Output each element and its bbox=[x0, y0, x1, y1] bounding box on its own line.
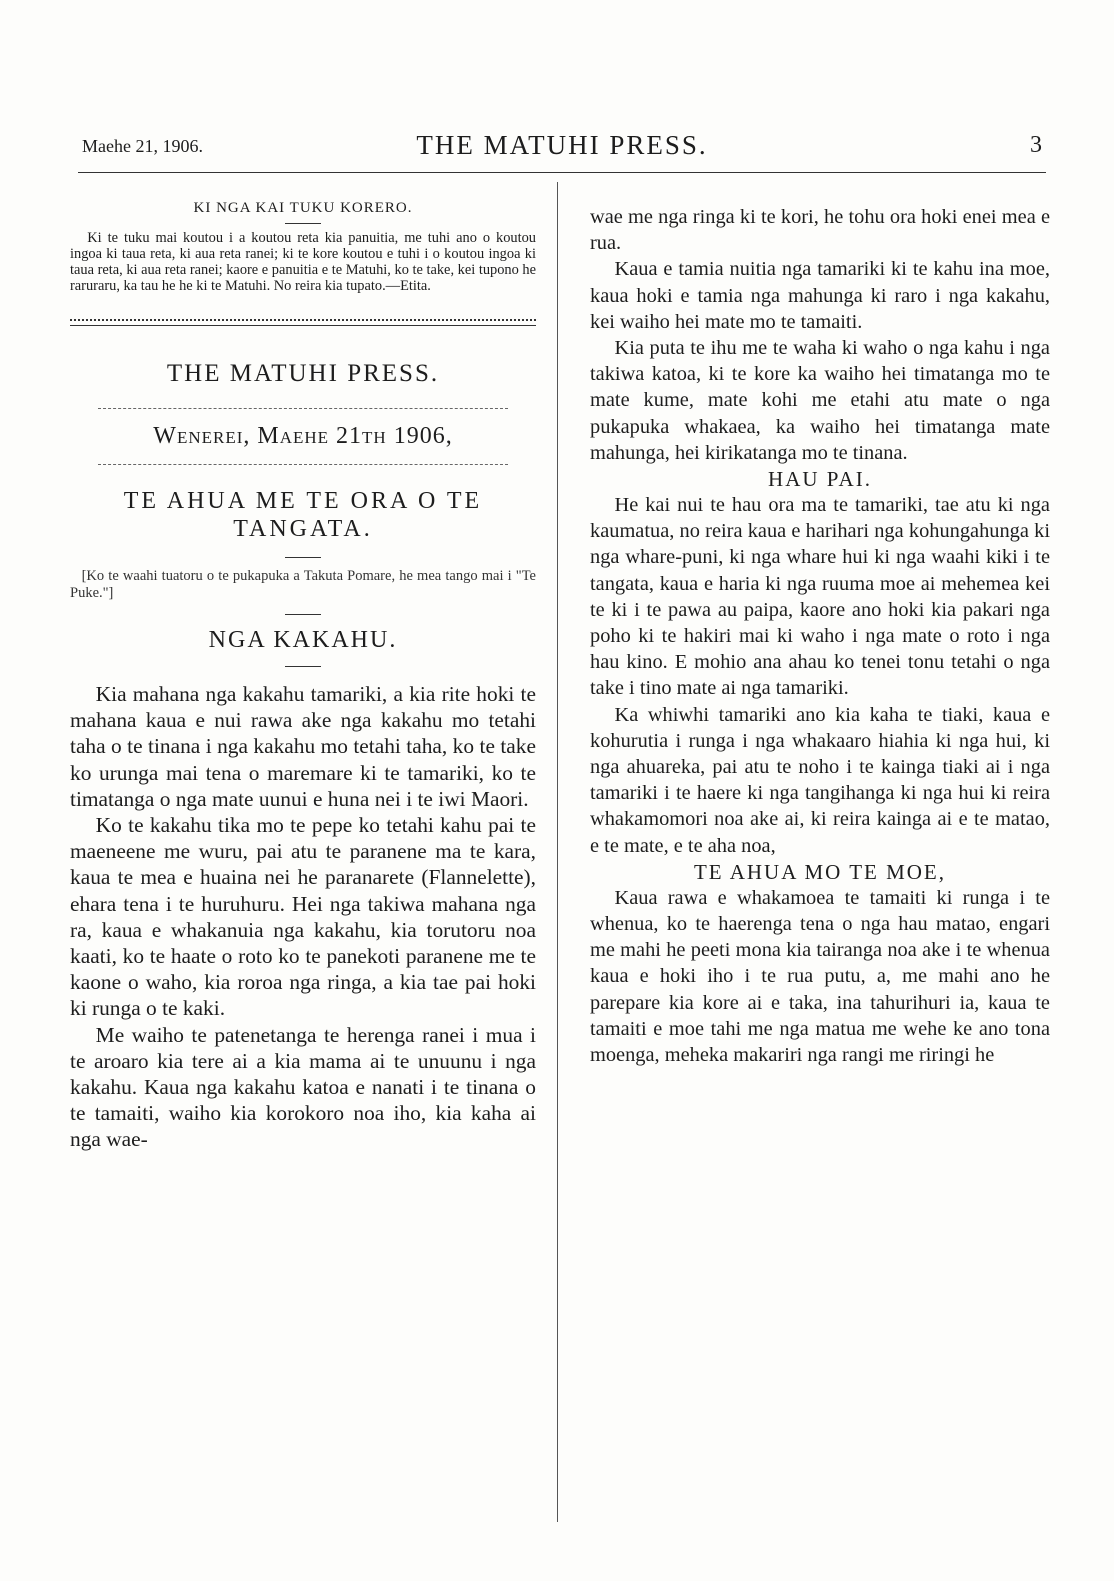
short-rule bbox=[285, 614, 321, 615]
paragraph: Me waiho te patenetanga te herenga ranei i mua i te aroaro kia tere ai a kia mama ai te unuunu i nga kakahu. Kaua nga kakahu katoa e nanati i te tinana o te tamaiti, waiho kia korokoro noa iho, kia kaha ai nga wae- bbox=[70, 1022, 536, 1152]
right-body bbox=[590, 204, 1050, 1068]
masthead-date: Wenerei, Maehe 21th 1906, bbox=[153, 423, 453, 449]
running-head bbox=[82, 130, 1042, 164]
section-heading-fresh-air: HAU PAI. bbox=[768, 467, 872, 492]
page-number: 3 bbox=[1030, 132, 1042, 158]
left-column bbox=[70, 200, 536, 1153]
dashed-rule bbox=[98, 408, 508, 409]
section-heading-clothing: NGA KAKAHU. bbox=[208, 627, 398, 653]
header-date: Maehe 21, 1906. bbox=[82, 136, 203, 156]
notice-heading: KI NGA KAI TUKU KORERO. bbox=[193, 200, 413, 216]
header-rule bbox=[78, 172, 1046, 173]
paragraph: Kaua e tamia nuitia nga tamariki ki te kahu ina moe, kaua hoki e tamia nga mahunga ki raro i nga kakahu, kei waiho hei mate mo te tamaiti. bbox=[590, 258, 1050, 333]
notice-body: Ki te tuku mai koutou i a koutou reta kia panuitia, me tuhi ano o koutou ingoa ki taua reta, ki aua reta ranei; ki te kore koutou e tuhi i o koutou ingoa ki taua reta, ki aua reta ranei; kaore e panuitia e te Matuhi, ko te take, kei tupono he raruraru, ka tau he he ki te Matuhi. No reira kia tupato.—Etita. bbox=[70, 230, 536, 294]
short-rule bbox=[285, 557, 321, 558]
paragraph: He kai nui te hau ora ma te tamariki, tae atu ki nga kaumatua, no reira kaua e harihari nga kohungahunga ki nga whare-puni, ki nga whare hui ki nga waahi kiki i te tangata, kaua e haria ki nga ruuma moe ai mehemea kei te ki i te pawa au paipa, kaore ano hoki kia pakari nga poho ki te hakiri mai ki waho i nga mate o roto i nga hau kino. E mohio ana ahau ko tenei tonu tetahi o nga take i tino mate ai nga tamariki. bbox=[590, 494, 1050, 700]
dashed-rule bbox=[98, 464, 508, 465]
paragraph: Ka whiwhi tamariki ano kia kaha te tiaki, kaua e kohurutia i runga i nga whakaaro hiahia ki nga hui, ki nga ahuareka, pai atu te noho i te kainga tiaki ai i nga tamariki i te haere ki nga tangihanga ki nga hui ki reira whakamomori noa ake ai, ki reira kainga ai e te matao, e te mate, e te aha noa, bbox=[590, 703, 1050, 857]
paragraph: Kia mahana nga kakahu tamariki, a kia rite hoki te mahana kaua e nui rawa ake nga kakahu mo tetahi taha o te tinana i nga kakahu mo tetahi taha, ko te take ko urunga mai tena o maremare ki te tamariki, ko te timatanga o nga mate uunui e huna nei i te iwi Maori. bbox=[70, 682, 536, 811]
ornamental-rule bbox=[70, 319, 536, 326]
short-rule bbox=[285, 666, 321, 667]
section-heading-sleep: TE AHUA MO TE MOE, bbox=[693, 859, 947, 884]
column-divider bbox=[557, 182, 558, 1522]
paragraph: Kaua rawa e whakamoea te tamaiti ki runga i te whenua, ko te haerenga tena o nga hau matao, engari me mahi he peeti mona kia tairanga noa ake i te whenua kaua e hoki iho i te rua putu, a, me mahi ano he parepare kia kore ai e taka, ina tahurihuri ia, kaua te tamaiti e moe tahi me nga matua me wehe ke ano tona moenga, meheka makariri nga rangi me riringi he bbox=[590, 886, 1050, 1067]
article-title-line2: TANGATA. bbox=[233, 516, 373, 542]
paragraph: Ko te kakahu tika mo te pepe ko tetahi kahu pai te maeneene me wuru, pai atu te paranene ma te kara, kaua te mea e huaina nei he paranarete (Flannelette), ehara tena i te huruhuru. Hei nga takiwa mahana nga ra, kaua e whakanuia nga kakahu, kia torutoru noa kaati, ko te haate o roto ko te panekoti paranene me te kaone o waho, kia roroa nga ringa, a kia tae pai hoki ki runga o te kaki. bbox=[70, 813, 536, 1021]
paragraph: wae me nga ringa ki te kori, he tohu ora hoki enei mea e rua. bbox=[590, 206, 1050, 255]
article-note: [Ko te waahi tuatoru o te pukapuka a Takuta Pomare, he mea tango mai i "Te Puke."] bbox=[70, 568, 536, 601]
left-body bbox=[70, 681, 536, 1153]
paragraph: Kia puta te ihu me te waha ki waho o nga kahu i nga takiwa katoa, ki te kore ka waiho hei timatanga mo te mate kume, mate kohi me etahi atu mate o nga pukapuka whakaea, ka waiho hei timatanga mate mahunga, hei kirikatanga mo te tinana. bbox=[590, 337, 1050, 464]
article-title-line1: TE AHUA ME TE ORA O TE bbox=[123, 488, 483, 514]
right-column bbox=[590, 204, 1050, 1068]
masthead-title: THE MATUHI PRESS. bbox=[166, 360, 440, 387]
header-title: THE MATUHI PRESS. bbox=[416, 130, 708, 160]
short-rule bbox=[285, 223, 321, 224]
article-title bbox=[70, 487, 536, 543]
